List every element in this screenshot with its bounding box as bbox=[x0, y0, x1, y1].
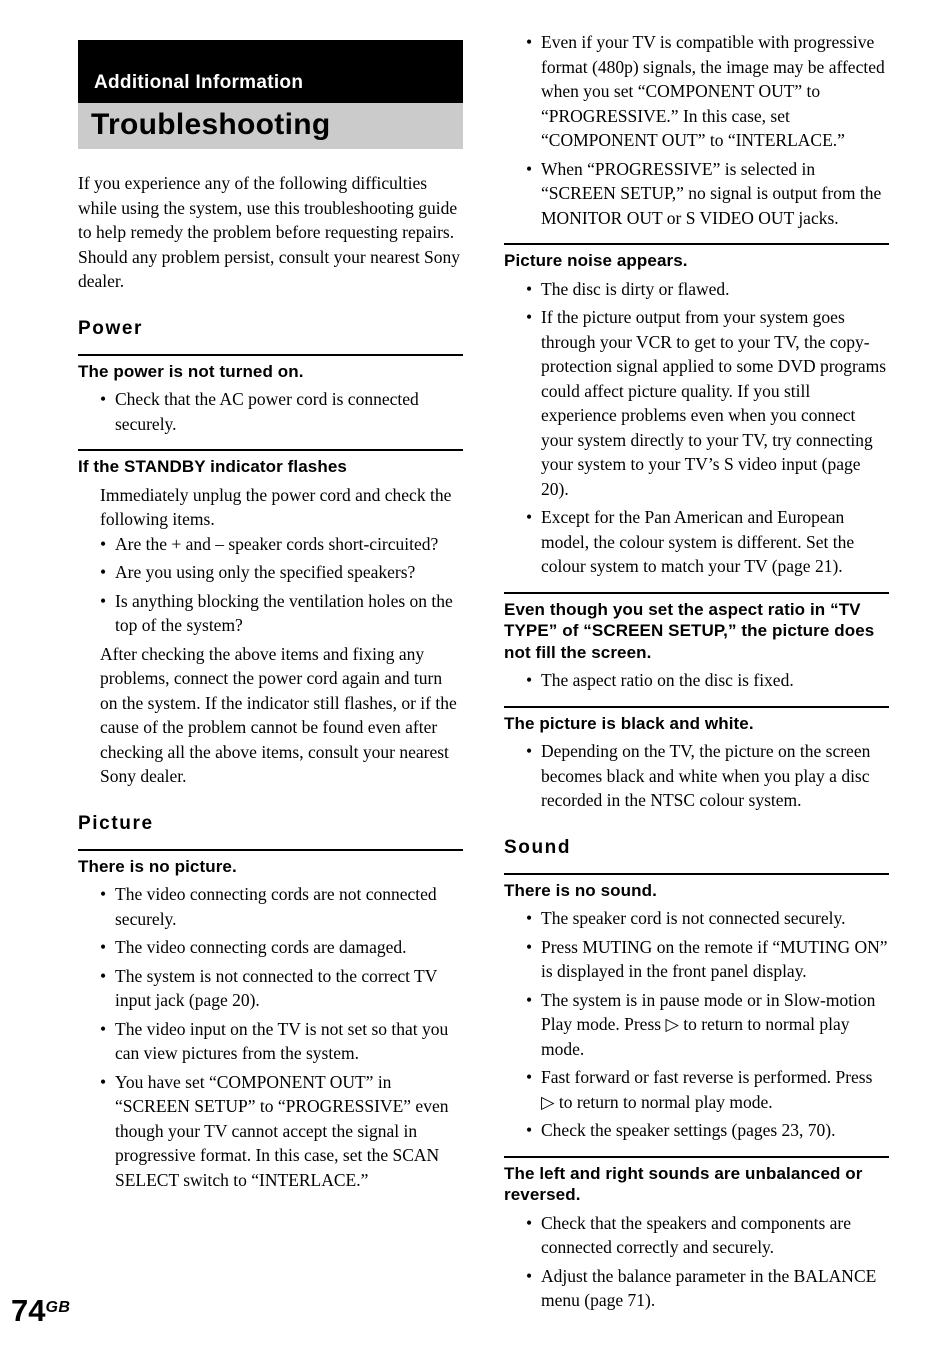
problem-block bbox=[504, 243, 889, 579]
right-column-flow bbox=[504, 30, 889, 1313]
bullet-item: • If the picture output from your system goes through your VCR to get to your TV, the copy-protection signal applied to some DVD programs could affect picture quality. If you still experience problems even when you connect your system directly to your TV, try connecting your system to your TV’s S video input (page 20). bbox=[504, 305, 889, 501]
problem-title: The left and right sounds are unbalanced or reversed. bbox=[504, 1163, 863, 1204]
bullet-item: • The system is in pause mode or in Slow-motion Play mode. Press ▷ to return to normal play mode. bbox=[504, 988, 889, 1062]
problem-block bbox=[504, 592, 889, 693]
problem-block bbox=[504, 873, 889, 1143]
bullet-item: • Press MUTING on the remote if “MUTING ON” is displayed in the front panel display. bbox=[504, 935, 889, 984]
problem-block bbox=[504, 30, 889, 230]
bullet-item: • Check the speaker settings (pages 23, 70). bbox=[504, 1118, 889, 1143]
problem-block bbox=[78, 354, 463, 437]
page-title bbox=[78, 103, 463, 149]
chapter-banner-label: Additional Information bbox=[94, 72, 304, 93]
bullet-item: • Is anything blocking the ventilation holes on the top of the system? bbox=[78, 589, 463, 638]
item-list bbox=[504, 277, 889, 579]
bullet-item: • Are the + and – speaker cords short-circuited? bbox=[78, 532, 463, 557]
page-number-region: GB bbox=[45, 1299, 71, 1316]
paragraph-item: Immediately unplug the power cord and check the following items. bbox=[100, 484, 452, 529]
problem-title: Even though you set the aspect ratio in “TV TYPE” of “SCREEN SETUP,” the picture does not fill the screen. bbox=[504, 599, 875, 662]
bullet-item: • The disc is dirty or flawed. bbox=[504, 277, 889, 302]
bullet-item: • The video input on the TV is not set so that you can view pictures from the system. bbox=[78, 1017, 463, 1066]
page-number-value: 74 bbox=[11, 1293, 46, 1328]
bullet-item: • The speaker cord is not connected securely. bbox=[504, 906, 889, 931]
problem-title: The picture is black and white. bbox=[504, 713, 754, 733]
chapter-banner bbox=[78, 40, 463, 103]
intro-paragraph: If you experience any of the following difficulties while using the system, use this troubleshooting guide to help remedy the problem before requesting repairs. Should any problem persist, consult your nearest Sony dealer. bbox=[78, 173, 461, 291]
bullet-item: • Check that the AC power cord is connected securely. bbox=[78, 387, 463, 436]
item-list bbox=[78, 483, 463, 789]
item-list bbox=[504, 906, 889, 1143]
problem-title: There is no picture. bbox=[78, 856, 237, 876]
problem-block bbox=[78, 449, 463, 789]
bullet-item: • Even if your TV is compatible with progressive format (480p) signals, the image may be affected when you set “COMPONENT OUT” to “PROGRESSIVE.” In this case, set “COMPONENT OUT” to “INTERLACE.” bbox=[504, 30, 889, 153]
page-number bbox=[11, 1293, 70, 1329]
bullet-item: • Depending on the TV, the picture on the screen becomes black and white when you play a disc recorded in the NTSC colour system. bbox=[504, 739, 889, 813]
problem-title: If the STANDBY indicator flashes bbox=[78, 457, 347, 476]
section-heading: Sound bbox=[504, 836, 572, 858]
bullet-item: • Except for the Pan American and European model, the colour system is different. Set the colour system to match your TV (page 21). bbox=[504, 505, 889, 579]
page-title-label: Troubleshooting bbox=[91, 108, 331, 141]
section-heading: Power bbox=[78, 317, 144, 339]
paragraph-item: After checking the above items and fixing any problems, connect the power cord again and turn on the system. If the indicator still flashes, or if the cause of the problem cannot be found even after checking all the above items, consult your nearest Sony dealer. bbox=[100, 643, 457, 786]
bullet-item: • The video connecting cords are not connected securely. bbox=[78, 882, 463, 931]
bullet-item: • The video connecting cords are damaged. bbox=[78, 935, 463, 960]
left-column-flow bbox=[78, 171, 463, 1192]
problem-block bbox=[504, 706, 889, 813]
item-list bbox=[78, 882, 463, 1192]
item-list bbox=[504, 668, 889, 693]
problem-block bbox=[504, 1156, 889, 1313]
problem-title: The power is not turned on. bbox=[78, 361, 304, 381]
bullet-item: • When “PROGRESSIVE” is selected in “SCREEN SETUP,” no signal is output from the MONITOR OUT or S VIDEO OUT jacks. bbox=[504, 157, 889, 231]
bullet-item: • The system is not connected to the correct TV input jack (page 20). bbox=[78, 964, 463, 1013]
problem-title: There is no sound. bbox=[504, 880, 657, 900]
item-list bbox=[504, 1211, 889, 1313]
bullet-item: • Check that the speakers and components are connected correctly and securely. bbox=[504, 1211, 889, 1260]
problem-block bbox=[78, 849, 463, 1193]
item-list bbox=[504, 739, 889, 813]
section-heading: Picture bbox=[78, 812, 154, 834]
problem-title: Picture noise appears. bbox=[504, 251, 688, 270]
item-list bbox=[504, 30, 889, 230]
bullet-item: • Are you using only the specified speakers? bbox=[78, 560, 463, 585]
bullet-item: • You have set “COMPONENT OUT” in “SCREEN SETUP” to “PROGRESSIVE” even though your TV cannot accept the signal in progressive format. In this case, set the SCAN SELECT switch to “INTERLACE.” bbox=[78, 1070, 463, 1193]
bullet-item: • Fast forward or fast reverse is performed. Press ▷ to return to normal play mode. bbox=[504, 1065, 889, 1114]
right-column bbox=[504, 30, 889, 1317]
left-column bbox=[78, 40, 463, 1196]
item-list bbox=[78, 387, 463, 436]
bullet-item: • The aspect ratio on the disc is fixed. bbox=[504, 668, 889, 693]
bullet-item: • Adjust the balance parameter in the BALANCE menu (page 71). bbox=[504, 1264, 889, 1313]
